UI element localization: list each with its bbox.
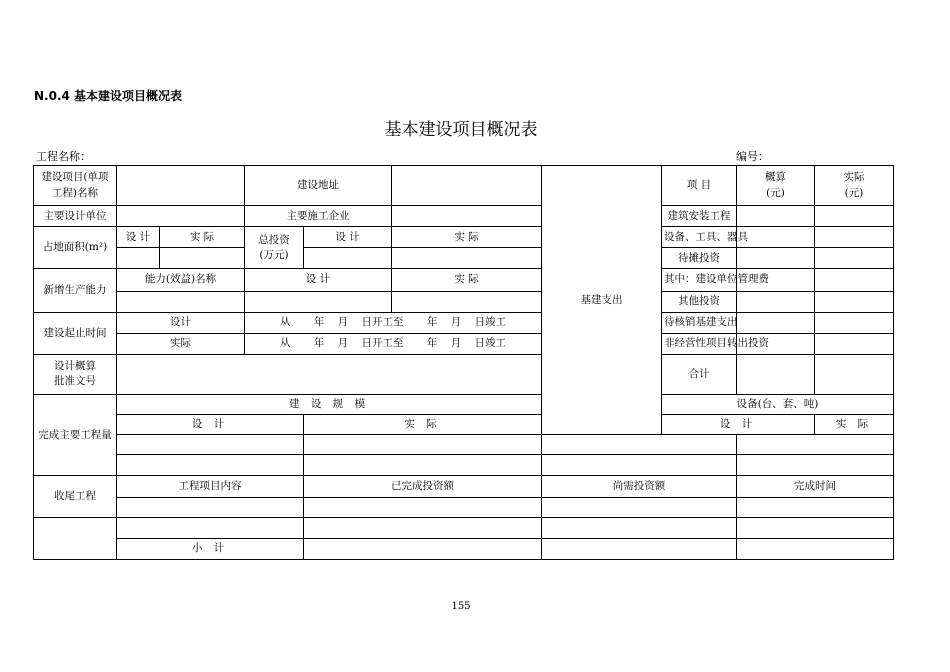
table-row [34,354,894,394]
capacity-actual-header: 实 际 [392,269,542,291]
budget-total-cell[interactable] [737,354,815,394]
subtotal-time-cell[interactable] [737,538,894,559]
address-header: 建设地址 [245,166,392,206]
scale-header: 建 设 规 模 [117,395,542,415]
actual-amount-header: 实际 (元) [815,166,894,206]
capacity-name-header: 能力(效益)名称 [117,269,245,291]
work-content-cell[interactable] [117,497,304,517]
equipment-actual-cell[interactable] [737,455,894,476]
construction-unit-cell[interactable] [392,206,542,227]
finish-time-header: 完成时间 [737,476,894,497]
budget-header: 概算 (元) [737,166,815,206]
needed-investment-cell[interactable] [542,517,737,538]
subtotal-label: 小 计 [117,538,304,559]
budget-cell[interactable] [737,206,815,227]
approval-cell[interactable] [117,354,542,394]
budget-cell[interactable] [737,248,815,269]
expense-item-label: 非经营性项目转出投资 [662,333,737,354]
project-overview-table [33,165,894,560]
scale-actual-cell[interactable] [304,455,542,476]
period-header: 建设起止时间 [34,312,117,354]
capex-header: 基建支出 [542,166,662,435]
actual-cell[interactable] [815,206,894,227]
equipment-actual-cell[interactable] [737,435,894,455]
expense-item-label: 建筑安装工程 [662,206,737,227]
approval-header: 设计概算 批准文号 [34,354,117,394]
subtotal-needed-cell[interactable] [542,538,737,559]
budget-cell[interactable] [737,227,815,248]
done-investment-cell[interactable] [304,517,542,538]
item-header: 项 目 [662,166,737,206]
land-design-cell[interactable] [117,248,160,269]
work-content-cell[interactable] [117,517,304,538]
investment-design-header: 设 计 [304,227,392,248]
investment-design-cell[interactable] [304,248,392,269]
equipment-header: 设备(台、套、吨) [662,395,894,415]
design-unit-cell[interactable] [117,206,245,227]
table-row [34,227,894,248]
actual-cell[interactable] [815,227,894,248]
land-design-header: 设 计 [117,227,160,248]
capacity-design-header: 设 计 [245,269,392,291]
actual-cell[interactable] [815,312,894,333]
new-capacity-header: 新增生产能力 [34,269,117,312]
project-name-header: 建设项目(单项 工程)名称 [34,166,117,206]
expense-item-label: 其中：建设单位管理费 [662,269,737,291]
tail-works-cell[interactable] [34,517,117,559]
done-investment-header: 已完成投资额 [304,476,542,497]
scale-actual-cell[interactable] [304,435,542,455]
table-row [34,415,894,435]
project-name-label: 工程名称： [36,150,91,163]
actual-cell[interactable] [815,333,894,354]
table-row [34,166,894,206]
actual-period-cell[interactable]: 从 年 月 日开工至 年 月 日竣工 [245,333,542,354]
equipment-actual-header: 实 际 [815,415,894,435]
equipment-design-header: 设 计 [662,415,815,435]
total-investment-header: 总投资 (万元) [245,227,304,269]
design-period-cell[interactable]: 从 年 月 日开工至 年 月 日竣工 [245,312,542,333]
budget-cell[interactable] [737,291,815,312]
equipment-design-cell[interactable] [542,435,737,455]
finish-time-cell[interactable] [737,497,894,517]
finish-time-cell[interactable] [737,517,894,538]
land-area-header: 占地面积(m²) [34,227,117,269]
expense-item-label: 其他投资 [662,291,737,312]
capacity-design-cell[interactable] [245,291,392,312]
table-row [34,395,894,415]
expense-item-label: 设备、工具、器具 [662,227,737,248]
construction-unit-header: 主要施工企业 [245,206,392,227]
period-actual-label: 实际 [117,333,245,354]
investment-actual-header: 实 际 [392,227,542,248]
table-row [34,269,894,291]
project-name-cell[interactable] [117,166,245,206]
expense-item-label: 待核销基建支出 [662,312,737,333]
form-title: 基本建设项目概况表 [384,120,538,140]
table-row [34,291,894,312]
table-row [34,248,894,269]
scale-design-cell[interactable] [117,455,304,476]
needed-investment-header: 尚需投资额 [542,476,737,497]
table-row [34,206,894,227]
needed-investment-cell[interactable] [542,497,737,517]
page-number: 155 [451,601,471,612]
tail-works-header: 收尾工程 [34,476,117,517]
expense-item-label: 合计 [662,354,737,394]
table-row [34,455,894,476]
equipment-design-cell[interactable] [542,455,737,476]
done-investment-cell[interactable] [304,497,542,517]
table-row [34,333,894,354]
address-cell[interactable] [392,166,542,206]
section-heading: N.0.4 基本建设项目概况表 [34,89,183,103]
actual-total-cell[interactable] [815,354,894,394]
scale-design-cell[interactable] [117,435,304,455]
subtotal-done-cell[interactable] [304,538,542,559]
scale-design-header: 设 计 [117,415,304,435]
table-row [34,538,894,559]
investment-actual-cell[interactable] [392,248,542,269]
work-content-header: 工程项目内容 [117,476,304,497]
table-row [34,517,894,538]
capacity-actual-cell[interactable] [392,291,542,312]
design-unit-header: 主要设计单位 [34,206,117,227]
form-number-label: 编号： [736,150,769,163]
scale-actual-header: 实 际 [304,415,542,435]
expense-item-label: 待摊投资 [662,248,737,269]
land-actual-cell[interactable] [160,248,245,269]
period-design-label: 设计 [117,312,245,333]
table-row [34,497,894,517]
actual-cell[interactable] [815,291,894,312]
land-actual-header: 实 际 [160,227,245,248]
budget-cell[interactable] [737,312,815,333]
table-row [34,476,894,497]
table-row [34,435,894,455]
capacity-name-cell[interactable] [117,291,245,312]
table-row [34,312,894,333]
main-quantity-header: 完成主要工程量 [34,395,117,476]
actual-cell[interactable] [815,248,894,269]
actual-cell[interactable] [815,269,894,291]
